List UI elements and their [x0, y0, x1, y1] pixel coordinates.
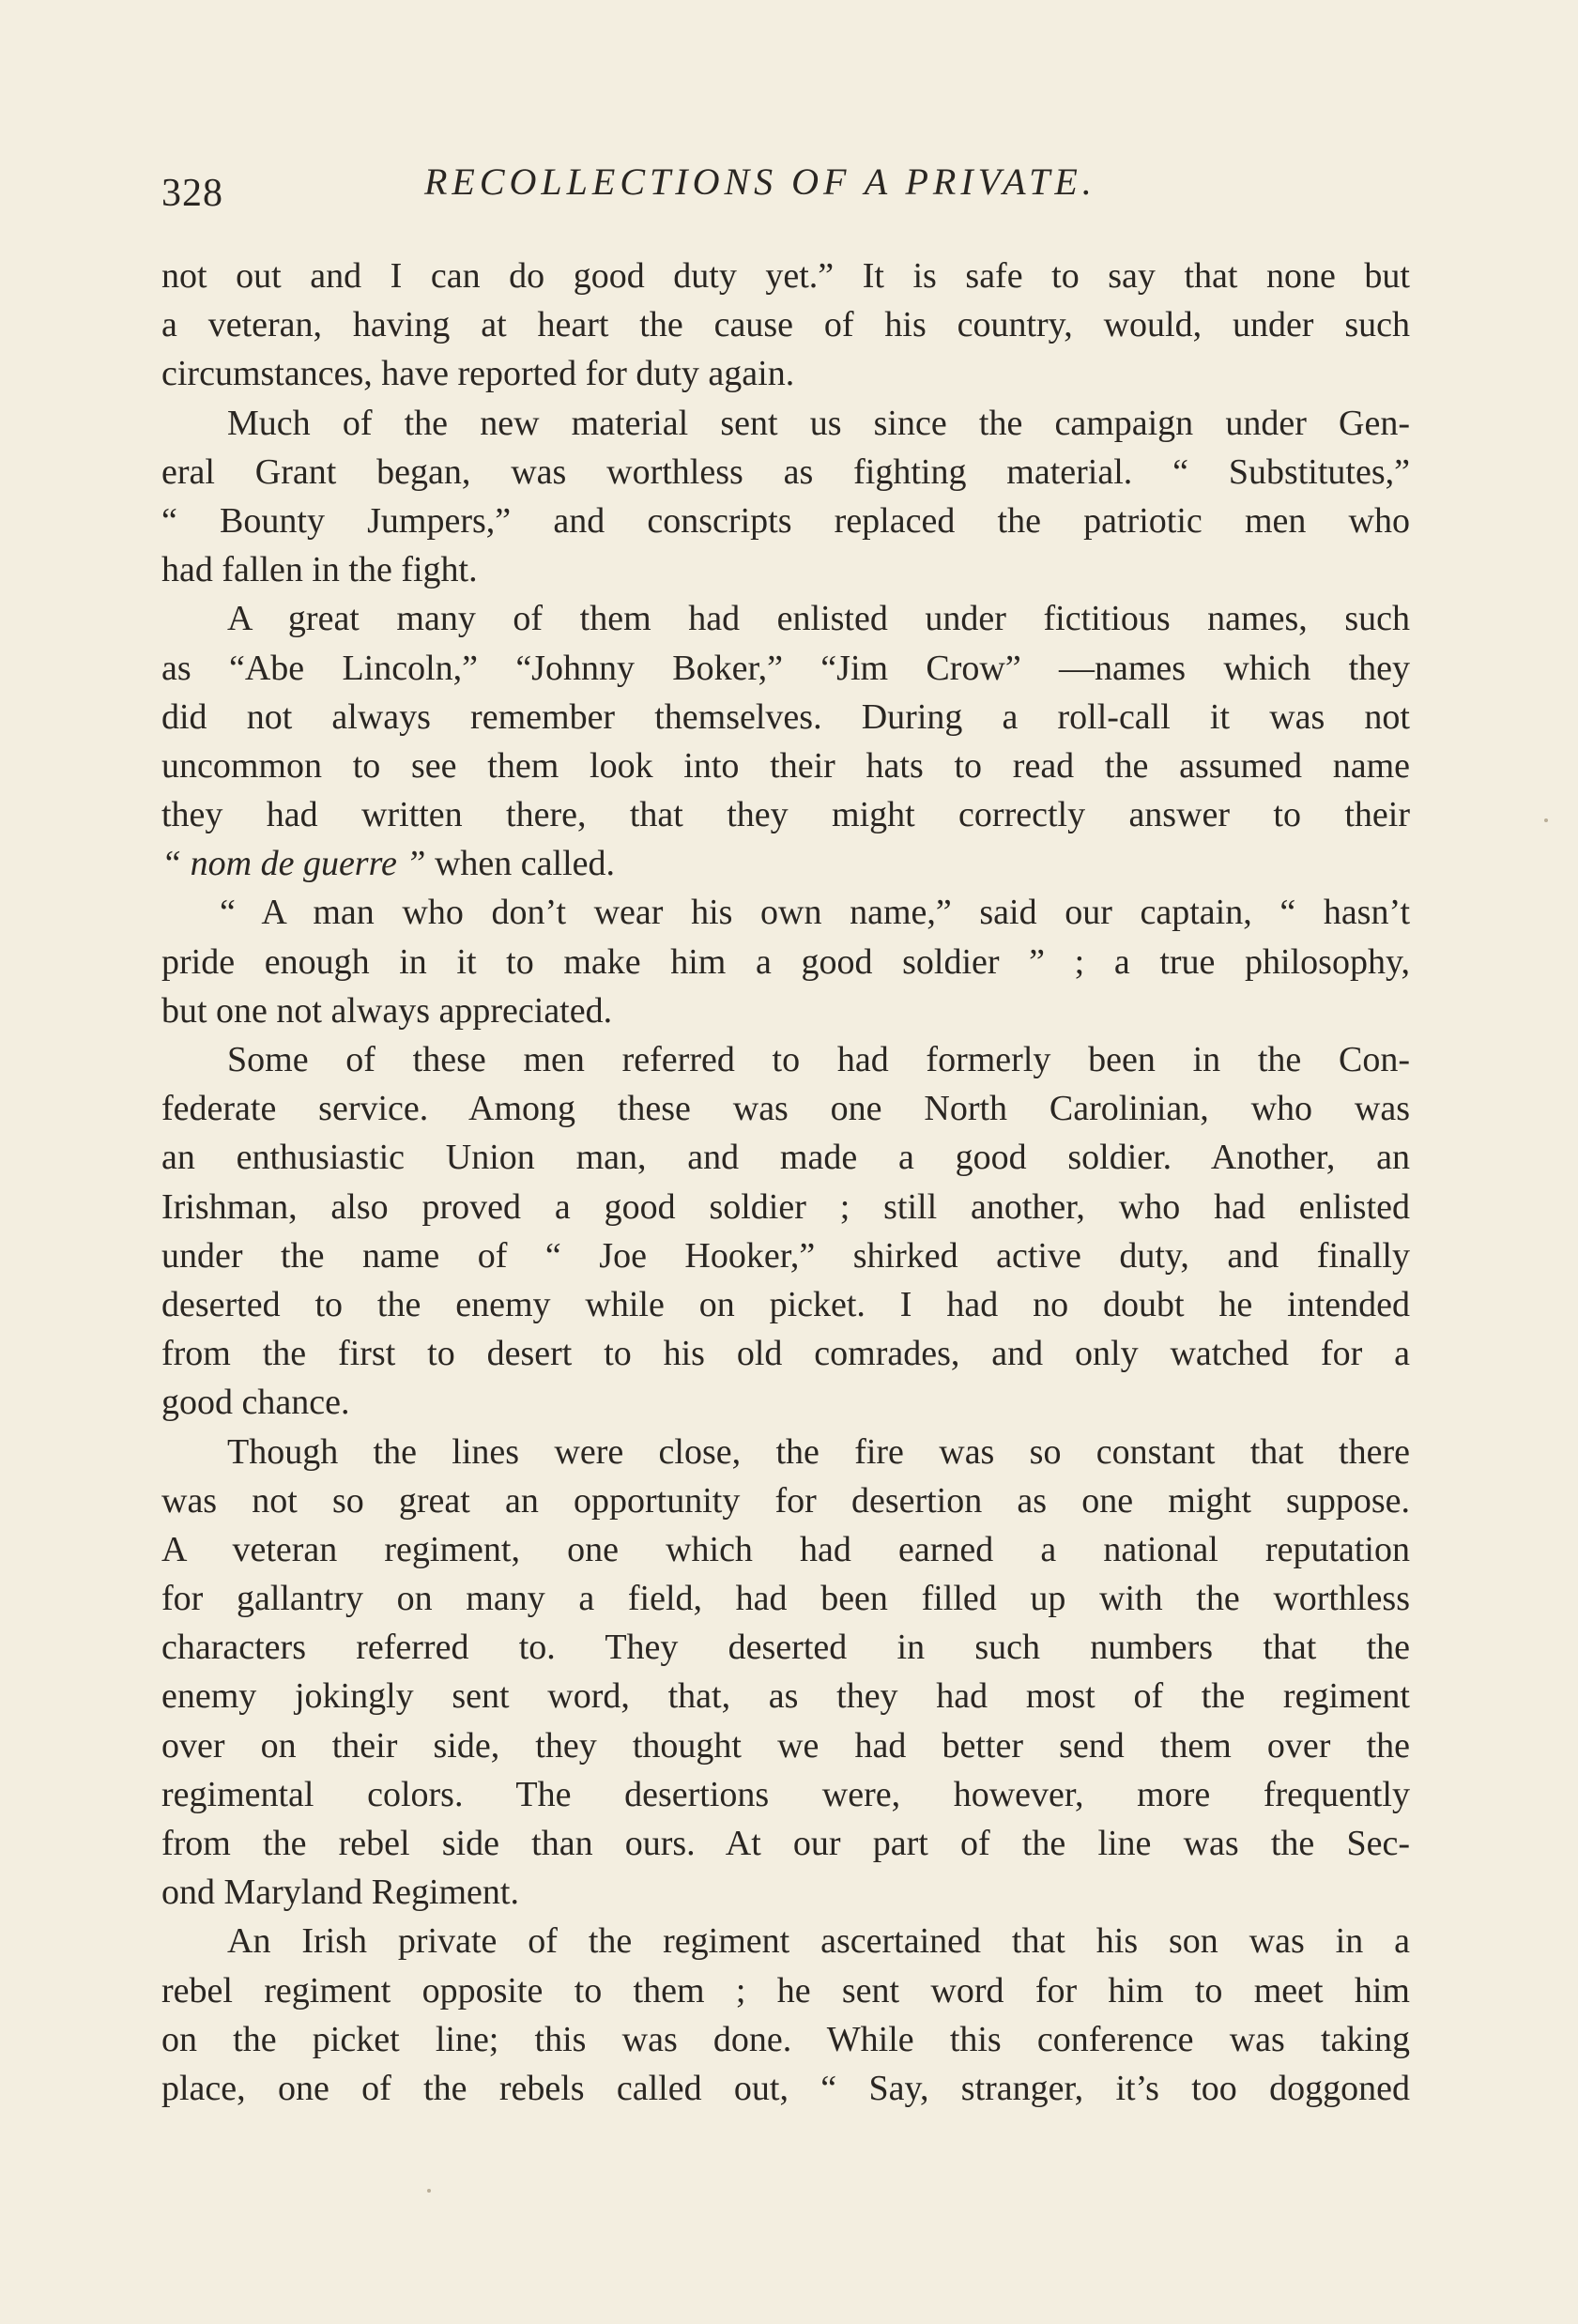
text-line: over on their side, they thought we had better send them over the — [161, 1725, 1410, 1766]
text-line: under the name of “ Joe Hooker,” shirked active duty, and finally — [161, 1235, 1410, 1276]
text-line: circumstances, have reported for duty again. — [161, 354, 795, 394]
text-line-remainder: when called. — [434, 844, 616, 884]
text-line: A great many of them had enlisted under fictitious names, such — [227, 599, 1410, 639]
text-line: An Irish private of the regiment ascertained that his son was in a — [227, 1921, 1410, 1962]
text-line: Much of the new material sent us since the campaign under Gen- — [227, 403, 1410, 443]
running-head — [161, 158, 1410, 214]
text-line: Irishman, also proved a good soldier ; still another, who had enlisted — [161, 1186, 1410, 1227]
text-line: regimental colors. The desertions were, however, more frequently — [161, 1774, 1410, 1814]
text-line: rebel regiment opposite to them ; he sent word for him to meet him — [161, 1970, 1410, 2011]
text-line — [161, 839, 1410, 888]
text-line: was not so great an opportunity for desertion as one might suppose. — [161, 1480, 1410, 1521]
text-line: on the picket line; this was done. While this conference was taking — [161, 2019, 1410, 2059]
text-line: did not always remember themselves. During a roll-call it was not — [161, 696, 1410, 737]
text-line: uncommon to see them look into their hats to read the assumed name — [161, 745, 1410, 786]
text-line: characters referred to. They deserted in such numbers that the — [161, 1628, 1410, 1668]
text-line: Some of these men referred to had formerly been in the Con- — [227, 1040, 1410, 1079]
text-line: as “Abe Lincoln,” “Johnny Boker,” “Jim Crow” —names which they — [161, 648, 1410, 688]
paper-speck — [427, 2189, 431, 2193]
text-line: for gallantry on many a field, had been filled up with the worthless — [161, 1579, 1410, 1619]
text-line: A veteran regiment, one which had earned a national reputation — [161, 1529, 1410, 1569]
text-line: an enthusiastic Union man, and made a good soldier. Another, an — [161, 1138, 1410, 1178]
text-line: deserted to the enemy while on picket. I had no doubt he intended — [161, 1284, 1410, 1324]
paper-speck — [1544, 818, 1548, 822]
text-line: Though the lines were close, the fire was so constant that there — [227, 1431, 1410, 1472]
text-line: but one not always appreciated. — [161, 990, 613, 1031]
text-line: from the first to desert to his old comrades, and only watched for a — [161, 1334, 1410, 1374]
text-line: place, one of the rebels called out, “ Say, stranger, it’s too doggoned — [161, 2068, 1410, 2108]
body-text — [161, 252, 1410, 2113]
text-line: not out and I can do good duty yet.” It is safe to say that none but — [161, 256, 1410, 296]
text-line: enemy jokingly sent word, that, as they had most of the regiment — [161, 1676, 1410, 1717]
text-line: a veteran, having at heart the cause of his country, would, under such — [161, 305, 1410, 345]
text-line: ond Maryland Regiment. — [161, 1873, 519, 1913]
text-line: “ A man who don’t wear his own name,” said our captain, “ hasn’t — [220, 893, 1410, 933]
text-line: had fallen in the fight. — [161, 550, 478, 590]
text-line: from the rebel side than ours. At our part of the line was the Sec- — [161, 1824, 1410, 1863]
text-line: pride enough in it to make him a good soldier ” ; a true philosophy, — [161, 941, 1410, 982]
text-line: eral Grant began, was worthless as fighting material. “ Substitutes,” — [161, 451, 1410, 492]
text-line: they had written there, that they might correctly answer to their — [161, 795, 1410, 835]
running-title: RECOLLECTIONS OF A PRIVATE. — [424, 161, 1096, 203]
text-line: federate service. Among these was one North Carolinian, who was — [161, 1089, 1410, 1129]
text-line: good chance. — [161, 1383, 350, 1423]
page-number: 328 — [161, 172, 223, 215]
text-line: “ Bounty Jumpers,” and conscripts replaced the patriotic men who — [161, 500, 1410, 541]
italic-phrase: “ nom de guerre ” — [161, 844, 426, 884]
